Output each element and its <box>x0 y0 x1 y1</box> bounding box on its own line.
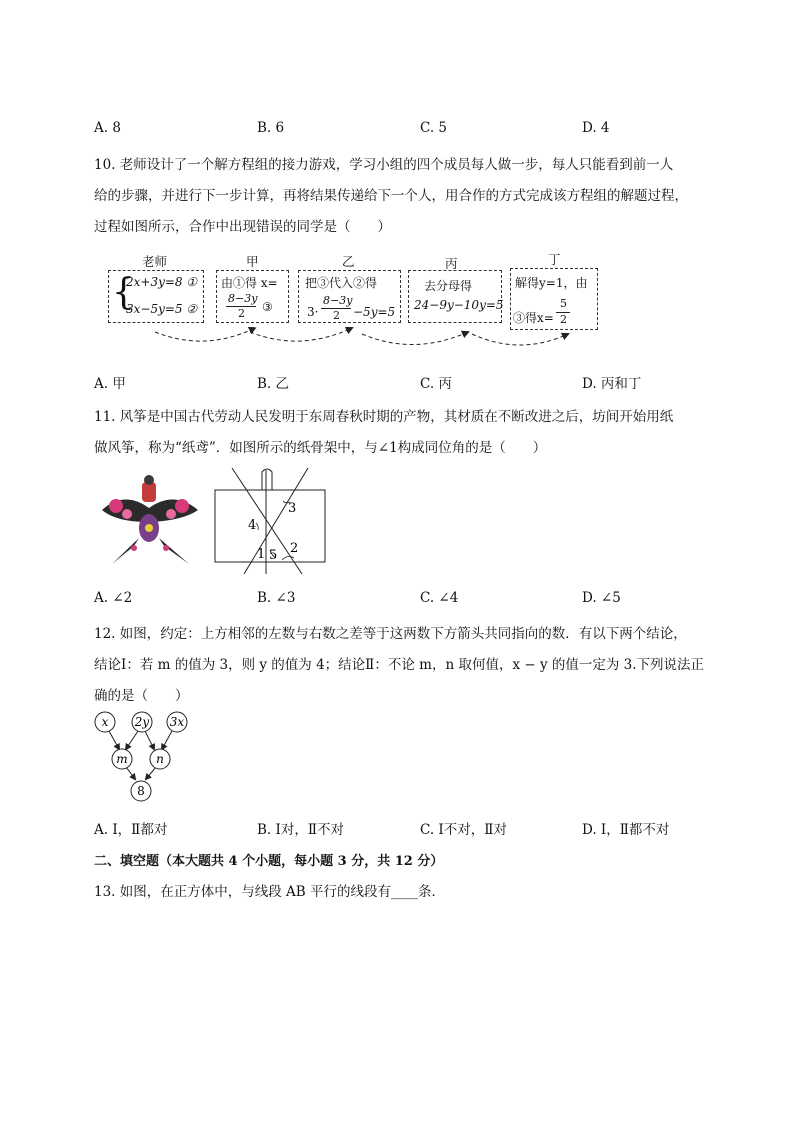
jia-denominator: 2 <box>238 307 245 320</box>
kite-skeleton-figure <box>210 466 330 574</box>
ding-numerator: 5 <box>560 297 567 310</box>
node-m: m <box>116 752 128 766</box>
jia-numerator: 8−3y <box>228 292 258 305</box>
q11-line-1: 11. 风筝是中国古代劳动人民发明于东周春秋时期的产物，其材质在不断改进之后，坊间开始用纸 <box>94 409 674 425</box>
ding-prefix: ③得x= <box>513 311 554 325</box>
brace-icon: { <box>112 272 135 313</box>
jia-tag: ③ <box>262 300 273 314</box>
q12-tree-figure <box>90 708 200 808</box>
q10-option-b[interactable]: B. 乙 <box>257 376 290 392</box>
q9-option-d[interactable]: D. 4 <box>582 120 610 136</box>
section-2-heading: 二、填空题（本大题共 4 个小题，每小题 3 分，共 12 分） <box>94 854 444 869</box>
q10-line-1: 10. 老师设计了一个解方程组的接力游戏，学习小组的四个成员每人做一步，每人只能看到前一人 <box>94 157 674 173</box>
jia-line1: 由①得 x= <box>221 276 278 290</box>
label-ding: 丁 <box>548 252 561 267</box>
yi-prefix: 3· <box>307 305 319 319</box>
q11-line-2: 做风筝，称为“纸鸢”．如图所示的纸骨架中，与∠1构成同位角的是（ ） <box>94 440 547 456</box>
q10-option-a[interactable]: A. 甲 <box>94 376 126 392</box>
q9-option-b[interactable]: B. 6 <box>257 120 285 136</box>
node-8: 8 <box>137 784 145 798</box>
teacher-eq1: 2x+3y=8 ① <box>126 275 198 289</box>
angle-label-4: 4 <box>248 518 257 533</box>
label-teacher: 老师 <box>142 254 168 269</box>
q11-option-d[interactable]: D. ∠5 <box>582 590 621 606</box>
q10-line-3: 过程如图所示，合作中出现错误的同学是（ ） <box>94 219 391 235</box>
q13-text: 13. 如图，在正方体中，与线段 AB 平行的线段有____条． <box>94 884 446 900</box>
node-2y: 2y <box>134 715 150 729</box>
arrow-teacher-jia <box>155 328 255 341</box>
q11-option-c[interactable]: C. ∠4 <box>420 590 459 606</box>
angle-label-2: 2 <box>290 541 299 556</box>
q9-option-a[interactable]: A. 8 <box>94 120 121 136</box>
yi-postfix: −5y=5 <box>353 305 396 319</box>
label-bing: 丙 <box>445 256 458 271</box>
q11-option-b[interactable]: B. ∠3 <box>257 590 296 606</box>
relay-arrows <box>140 320 580 360</box>
q10-line-2: 给的步骤，并进行下一步计算，再将结果传递给下一个人，用合作的方式完成该方程组的解题过程， <box>94 188 688 204</box>
bing-line2: 24−9y−10y=5 <box>414 298 504 312</box>
label-yi: 乙 <box>342 254 355 269</box>
yi-numerator: 8−3y <box>323 294 353 307</box>
node-n: n <box>156 752 164 766</box>
label-jia: 甲 <box>246 254 259 269</box>
yi-line1: 把③代入②得 <box>305 276 378 290</box>
ding-denominator: 2 <box>560 313 567 326</box>
angle-label-1: 1 <box>257 547 266 562</box>
angle-label-5: 5 <box>269 548 278 563</box>
q12-option-b[interactable]: B. Ⅰ对，Ⅱ不对 <box>257 822 345 838</box>
node-3x: 3x <box>169 715 185 729</box>
node-x: x <box>101 715 109 729</box>
kite-image <box>94 470 204 566</box>
arrow-jia-yi <box>250 328 352 341</box>
arrow-yi-bing <box>362 332 468 345</box>
angle-label-3: 3 <box>288 501 297 516</box>
q11-option-a[interactable]: A. ∠2 <box>94 590 133 606</box>
ding-line1: 解得y=1，由 <box>515 276 588 290</box>
q9-option-c[interactable]: C. 5 <box>420 120 448 136</box>
q12-line-3: 确的是（ ） <box>94 688 189 704</box>
q12-option-d[interactable]: D. Ⅰ，Ⅱ都不对 <box>582 822 670 838</box>
q12-option-c[interactable]: C. Ⅰ不对，Ⅱ对 <box>420 822 507 838</box>
q12-option-a[interactable]: A. Ⅰ，Ⅱ都对 <box>94 822 168 838</box>
q10-option-c[interactable]: C. 丙 <box>420 376 452 392</box>
q12-line-2: 结论Ⅰ：若 m 的值为 3，则 y 的值为 4；结论Ⅱ：不论 m，n 取何值，x − y 的值一定为 3.下列说法正 <box>94 657 705 673</box>
yi-denominator: 2 <box>333 309 340 322</box>
bing-line1: 去分母得 <box>424 279 473 293</box>
q10-option-d[interactable]: D. 丙和丁 <box>582 376 642 392</box>
arrow-bing-ding <box>472 334 568 345</box>
q12-line-1: 12. 如图，约定：上方相邻的左数与右数之差等于这两数下方箭头共同指向的数．有以下两个结论， <box>94 626 687 642</box>
teacher-eq2: 3x−5y=5 ② <box>126 302 198 316</box>
